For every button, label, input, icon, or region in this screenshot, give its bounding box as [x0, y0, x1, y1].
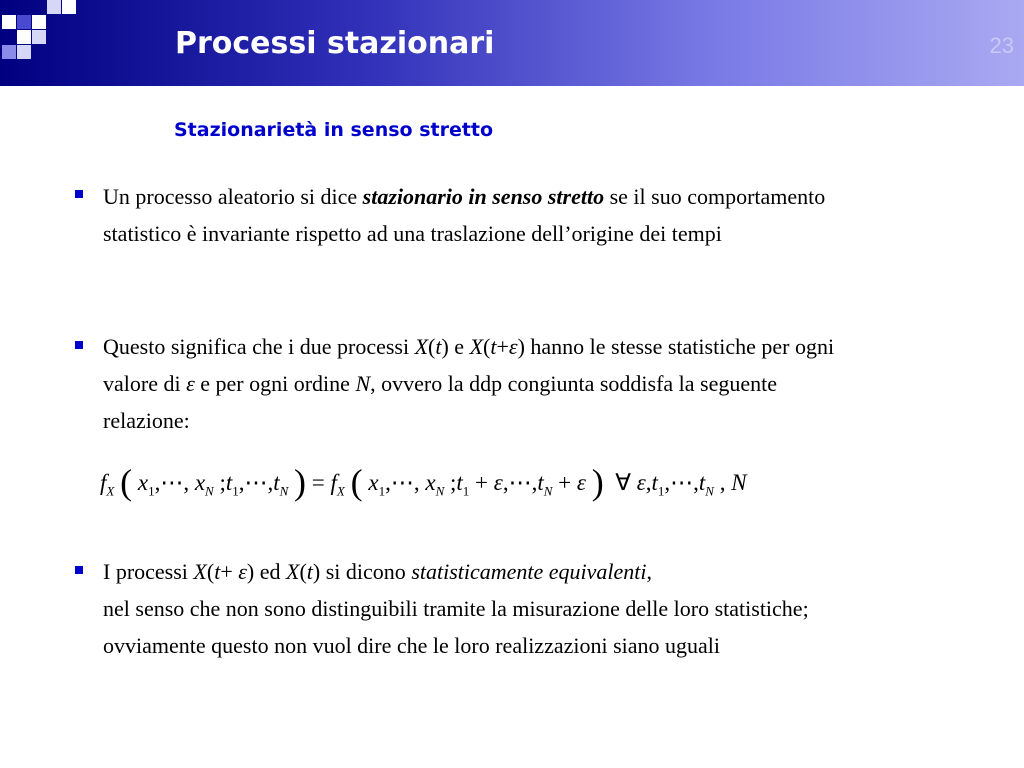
slide-title: Processi stazionari [175, 26, 495, 61]
bullet-1-text: Un processo aleatorio si dice stazionario in senso stretto se il suo comportamento statistico è invariante rispetto ad una traslazione dell’origine dei tempi [103, 184, 826, 246]
logo-square [62, 0, 76, 14]
bullet-3-text [103, 553, 903, 664]
logo-square [17, 30, 31, 44]
bullet-3-first-line: I processi X(t+ ε) ed X(t) si dicono statisticamente equivalenti, [103, 559, 653, 584]
logo-square [32, 30, 46, 44]
title-bar [0, 0, 1024, 86]
bullet-marker [75, 190, 83, 198]
stationarity-formula: $f_X$ ( $x_1,\cdots$, $x_N$ $;t_1,\cdots,t_N$ ) = $f_X$ ( $x_1,\cdots$, $x_N$ $;t_1$ + $\varepsilon,\cdots,t_N + \varepsilon$ ) ∀ $\varepsilon,t_1,\cdots,t_N$ , N [100, 462, 747, 502]
bullet-marker [75, 341, 83, 349]
page-number: 23 [989, 33, 1014, 58]
logo-square [47, 0, 61, 14]
bullet-2-text: Questo significa che i due processi X(t) e X(t+ε) hanno le stesse statistiche per ogni valore di ε e per ogni ordine N, ovvero la ddp congiunta soddisfa la seguente relazione: [103, 334, 835, 433]
logo-square [17, 15, 31, 29]
logo-square [32, 15, 46, 29]
logo-square [17, 45, 31, 59]
emphasis-text: stazionario in senso stretto [362, 184, 605, 209]
section-subtitle: Stazionarietà in senso stretto [174, 119, 494, 141]
logo-square [2, 45, 16, 59]
bullet-marker [75, 566, 83, 574]
bullet-3-rest: nel senso che non sono distinguibili tramite la misurazione delle loro statistiche; ovviamente questo non vuol dire che le loro realizzazioni siano uguali [103, 596, 809, 658]
emphasis-text: statisticamente equivalenti [411, 559, 647, 584]
logo-square [2, 15, 16, 29]
